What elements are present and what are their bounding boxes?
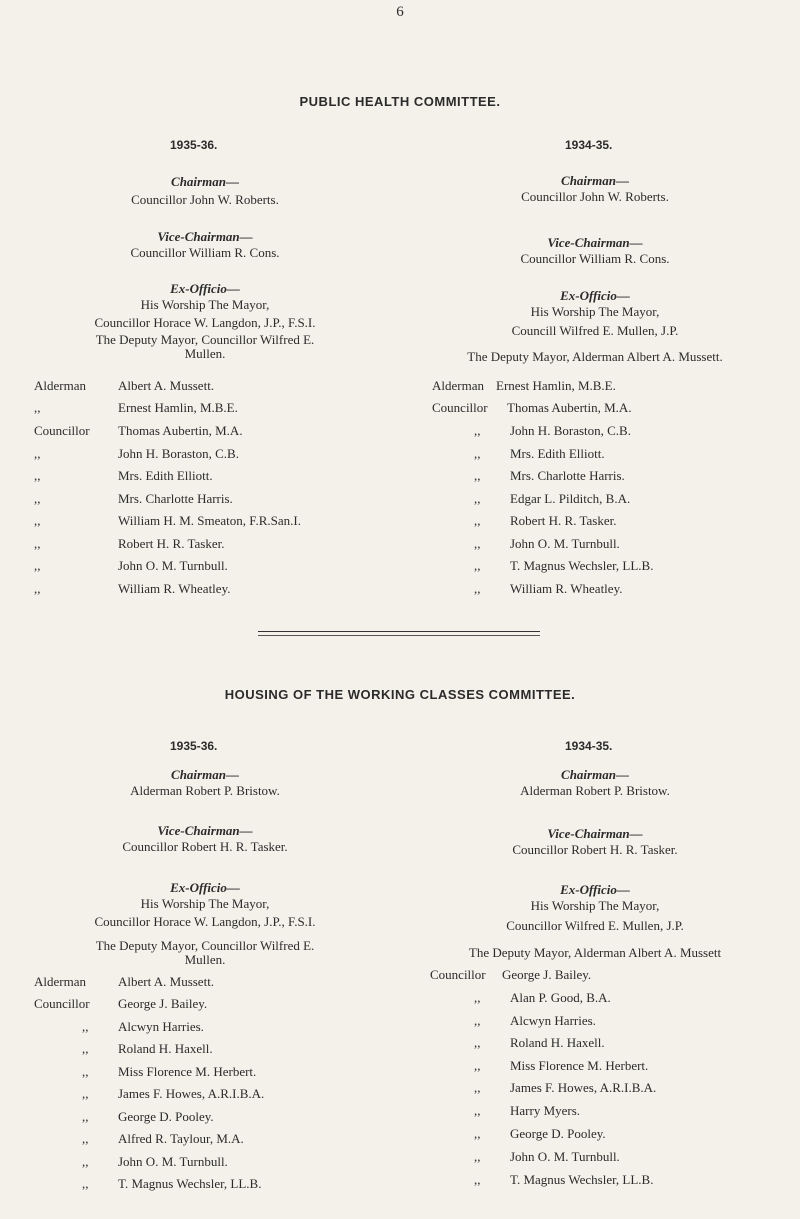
member-row: ,, John H. Boraston, C.B.	[474, 423, 631, 438]
member-row: ,, John O. M. Turnbull.	[474, 1149, 620, 1164]
member-row: ,, Ernest Hamlin, M.B.E.	[34, 400, 238, 415]
section-title-public-health: PUBLIC HEALTH COMMITTEE.	[299, 94, 501, 109]
member-row: ,, George D. Pooley.	[474, 1126, 606, 1141]
member-row: ,, Mrs. Charlotte Harris.	[34, 491, 233, 506]
member-row: ,, Mrs. Charlotte Harris.	[474, 468, 625, 483]
member-row: ,, James F. Howes, A.R.I.B.A.	[474, 1080, 657, 1095]
vice-chairman-name: Councillor William R. Cons.	[130, 245, 280, 260]
member-row: Councillor George J. Bailey.	[430, 967, 592, 982]
member-row: ,, John O. M. Turnbull.	[34, 558, 228, 573]
ex-officio-line: Councill Wilfred E. Mullen, J.P.	[511, 323, 679, 338]
ex-officio-line: Councillor Horace W. Langdon, J.P., F.S.I.	[94, 914, 316, 929]
ex-officio-line: His Worship The Mayor,	[140, 896, 270, 911]
ex-officio-line: Mullen.	[184, 952, 226, 967]
ex-officio-line: The Deputy Mayor, Alderman Albert A. Mussett.	[467, 349, 723, 364]
chairman-label: Chairman—	[171, 174, 239, 189]
member-row: ,, T. Magnus Wechsler, LL.B.	[474, 558, 654, 573]
chairman-name: Councillor John W. Roberts.	[131, 192, 279, 207]
member-row: ,, William R. Wheatley.	[34, 581, 231, 596]
member-row: ,, Edgar L. Pilditch, B.A.	[474, 491, 631, 506]
year-right: 1934-35.	[565, 739, 613, 753]
member-row: ,, John H. Boraston, C.B.	[34, 446, 239, 461]
member-row: ,, John O. M. Turnbull.	[82, 1154, 228, 1169]
year-right: 1934-35.	[565, 138, 613, 152]
member-row: ,, Alcwyn Harries.	[474, 1013, 596, 1028]
vice-chairman-name: Councillor Robert H. R. Tasker.	[512, 842, 678, 857]
member-row: ,, Mrs. Edith Elliott.	[34, 468, 213, 483]
chairman-label: Chairman—	[561, 767, 629, 782]
year-left: 1935-36.	[170, 739, 218, 753]
ex-officio-label: Ex-Officio—	[560, 288, 630, 303]
member-row: Councillor Thomas Aubertin, M.A.	[432, 400, 632, 415]
ex-officio-line: Mullen.	[184, 346, 226, 361]
member-row: ,, T. Magnus Wechsler, LL.B.	[82, 1176, 262, 1191]
ex-officio-line: The Deputy Mayor, Councillor Wilfred E.	[95, 938, 315, 953]
ex-officio-line: His Worship The Mayor,	[140, 297, 270, 312]
member-row: ,, Roland H. Haxell.	[82, 1041, 213, 1056]
ex-officio-line: The Deputy Mayor, Alderman Albert A. Mussett	[468, 945, 722, 960]
member-row: ,, Harry Myers.	[474, 1103, 581, 1118]
vice-chairman-label: Vice-Chairman—	[157, 823, 253, 838]
section-divider	[258, 631, 540, 632]
ex-officio-line: Councillor Wilfred E. Mullen, J.P.	[506, 918, 684, 933]
chairman-label: Chairman—	[171, 767, 239, 782]
vice-chairman-label: Vice-Chairman—	[547, 826, 643, 841]
member-row: ,, Alan P. Good, B.A.	[474, 990, 611, 1005]
member-row: ,, Mrs. Edith Elliott.	[474, 446, 605, 461]
vice-chairman-name: Councillor Robert H. R. Tasker.	[122, 839, 288, 854]
member-row: Councillor George J. Bailey.	[34, 996, 208, 1011]
member-row: Alderman Ernest Hamlin, M.B.E.	[432, 378, 616, 393]
member-row: ,, Alfred R. Taylour, M.A.	[82, 1131, 244, 1146]
member-row: ,, Alcwyn Harries.	[82, 1019, 204, 1034]
chairman-name: Councillor John W. Roberts.	[521, 189, 669, 204]
member-row: ,, Robert H. R. Tasker.	[34, 536, 225, 551]
member-row: ,, John O. M. Turnbull.	[474, 536, 620, 551]
member-row: ,, Roland H. Haxell.	[474, 1035, 605, 1050]
member-row: ,, James F. Howes, A.R.I.B.A.	[82, 1086, 265, 1101]
member-row: Alderman Albert A. Mussett.	[34, 974, 215, 989]
member-row: ,, T. Magnus Wechsler, LL.B.	[474, 1172, 654, 1187]
member-row: ,, William H. M. Smeaton, F.R.San.I.	[34, 513, 301, 528]
section-divider	[258, 635, 540, 636]
vice-chairman-label: Vice-Chairman—	[547, 235, 643, 250]
ex-officio-line: His Worship The Mayor,	[530, 304, 660, 319]
member-row: ,, Miss Florence M. Herbert.	[82, 1064, 257, 1079]
section-title-housing: HOUSING OF THE WORKING CLASSES COMMITTEE.	[224, 687, 576, 702]
ex-officio-line: Councillor Horace W. Langdon, J.P., F.S.I.	[94, 315, 316, 330]
chairman-label: Chairman—	[561, 173, 629, 188]
ex-officio-label: Ex-Officio—	[170, 880, 240, 895]
member-row: ,, William R. Wheatley.	[474, 581, 623, 596]
member-row: Alderman Albert A. Mussett.	[34, 378, 215, 393]
member-row: ,, George D. Pooley.	[82, 1109, 214, 1124]
page-number: 6	[396, 4, 404, 20]
member-row: ,, Miss Florence M. Herbert.	[474, 1058, 649, 1073]
vice-chairman-name: Councillor William R. Cons.	[520, 251, 670, 266]
member-row: ,, Robert H. R. Tasker.	[474, 513, 617, 528]
ex-officio-label: Ex-Officio—	[560, 882, 630, 897]
year-left: 1935-36.	[170, 138, 218, 152]
chairman-name: Alderman Robert P. Bristow.	[130, 783, 280, 798]
vice-chairman-label: Vice-Chairman—	[157, 229, 253, 244]
chairman-name: Alderman Robert P. Bristow.	[520, 783, 670, 798]
ex-officio-label: Ex-Officio—	[170, 281, 240, 296]
ex-officio-line: His Worship The Mayor,	[530, 898, 660, 913]
ex-officio-line: The Deputy Mayor, Councillor Wilfred E.	[95, 332, 315, 347]
member-row: Councillor Thomas Aubertin, M.A.	[34, 423, 243, 438]
